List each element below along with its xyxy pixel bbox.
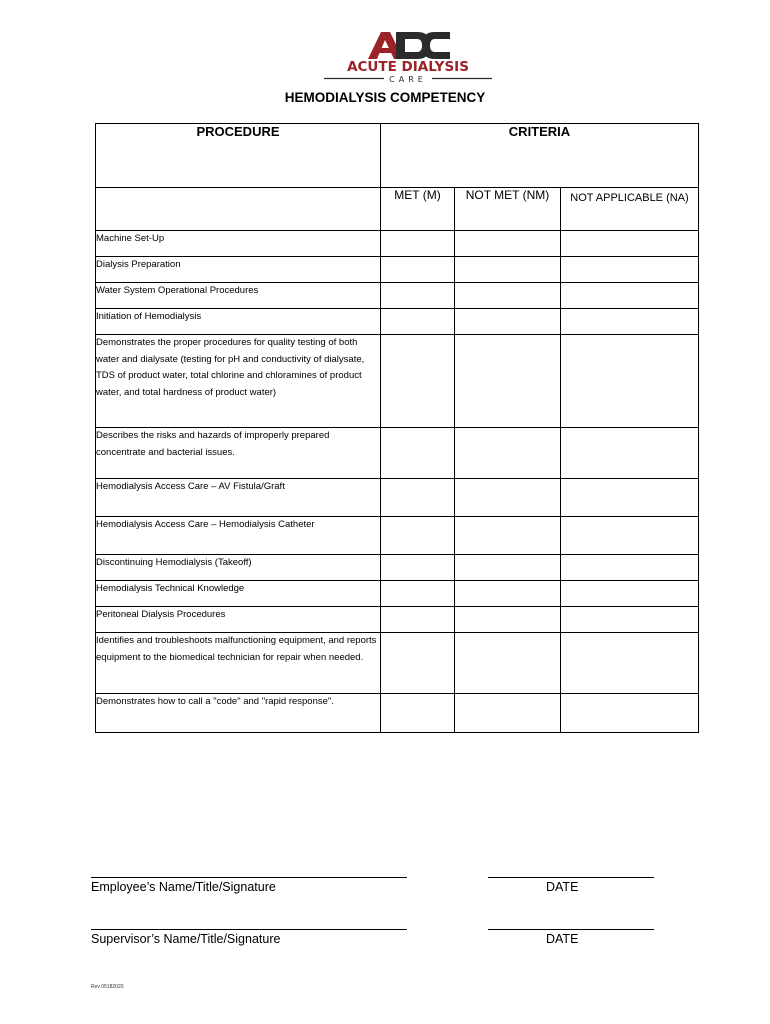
- procedure-row: [96, 479, 699, 517]
- supervisor-date-line[interactable]: [488, 929, 654, 930]
- competency-table: [95, 123, 699, 733]
- not-met-cell[interactable]: [455, 555, 561, 581]
- met-cell[interactable]: [381, 283, 455, 309]
- not-met-cell[interactable]: [455, 257, 561, 283]
- not-met-cell[interactable]: [455, 694, 561, 733]
- not-met-cell[interactable]: [455, 428, 561, 479]
- employee-signature-line[interactable]: [91, 877, 407, 878]
- not-applicable-cell[interactable]: [561, 633, 699, 694]
- employee-date-label: DATE: [546, 880, 579, 894]
- procedure-cell: Discontinuing Hemodialysis (Takeoff): [96, 555, 381, 581]
- supervisor-signature-label: Supervisor’s Name/Title/Signature: [91, 932, 281, 946]
- met-cell[interactable]: [381, 581, 455, 607]
- employee-date-line[interactable]: [488, 877, 654, 878]
- met-cell[interactable]: [381, 335, 455, 428]
- procedure-row: [96, 555, 699, 581]
- procedure-header-spacer: [96, 188, 381, 231]
- not-met-cell[interactable]: [455, 283, 561, 309]
- met-cell[interactable]: [381, 694, 455, 733]
- not-applicable-cell[interactable]: [561, 335, 699, 428]
- procedure-row: [96, 231, 699, 257]
- not-applicable-header: NOT APPLICABLE (NA): [561, 188, 699, 231]
- procedure-cell: Hemodialysis Access Care – Hemodialysis Catheter: [96, 517, 381, 555]
- procedure-row: [96, 633, 699, 694]
- procedure-row: [96, 257, 699, 283]
- met-cell[interactable]: [381, 517, 455, 555]
- not-applicable-cell[interactable]: [561, 607, 699, 633]
- met-cell[interactable]: [381, 231, 455, 257]
- procedure-cell: Describes the risks and hazards of improperly prepared concentrate and bacterial issues.: [96, 428, 381, 479]
- met-cell[interactable]: [381, 257, 455, 283]
- procedure-cell: Initiation of Hemodialysis: [96, 309, 381, 335]
- procedure-cell: Dialysis Preparation: [96, 257, 381, 283]
- page-title: HEMODIALYSIS COMPETENCY: [284, 90, 486, 105]
- procedure-row: [96, 607, 699, 633]
- met-cell[interactable]: [381, 633, 455, 694]
- not-applicable-cell[interactable]: [561, 283, 699, 309]
- logo-name-line1: ACUTE DIALYSIS: [347, 59, 469, 75]
- not-met-cell[interactable]: [455, 479, 561, 517]
- not-met-cell[interactable]: [455, 231, 561, 257]
- met-header: MET (M): [381, 188, 455, 231]
- met-cell[interactable]: [381, 479, 455, 517]
- procedure-row: [96, 581, 699, 607]
- procedure-cell: Peritoneal Dialysis Procedures: [96, 607, 381, 633]
- procedure-cell: Water System Operational Procedures: [96, 283, 381, 309]
- not-applicable-cell[interactable]: [561, 231, 699, 257]
- met-cell[interactable]: [381, 607, 455, 633]
- criteria-header: CRITERIA: [381, 124, 699, 188]
- not-applicable-cell[interactable]: [561, 428, 699, 479]
- not-met-cell[interactable]: [455, 309, 561, 335]
- procedure-row: [96, 283, 699, 309]
- met-cell[interactable]: [381, 555, 455, 581]
- not-applicable-cell[interactable]: [561, 517, 699, 555]
- procedure-cell: Demonstrates the proper procedures for quality testing of both water and dialysate (testing for pH and conductivity of dialysate, TDS of product water, total chlorine and chloramines of product water, and total hardness of product water): [96, 335, 381, 428]
- procedure-row: [96, 335, 699, 428]
- met-cell[interactable]: [381, 309, 455, 335]
- acute-dialysis-care-logo: [318, 28, 498, 84]
- procedure-cell: Identifies and troubleshoots malfunctioning equipment, and reports equipment to the biomedical technician for repair when needed.: [96, 633, 381, 694]
- revision-note: Rev 05182020: [91, 984, 124, 990]
- not-met-header: NOT MET (NM): [455, 188, 561, 231]
- procedure-row: [96, 694, 699, 733]
- not-applicable-cell[interactable]: [561, 309, 699, 335]
- not-applicable-cell[interactable]: [561, 479, 699, 517]
- not-applicable-cell[interactable]: [561, 555, 699, 581]
- not-met-cell[interactable]: [455, 517, 561, 555]
- logo-name-line2: CARE: [389, 75, 427, 84]
- not-met-cell[interactable]: [455, 607, 561, 633]
- procedure-header: PROCEDURE: [96, 124, 381, 188]
- not-applicable-cell[interactable]: [561, 581, 699, 607]
- not-applicable-cell[interactable]: [561, 257, 699, 283]
- not-met-cell[interactable]: [455, 633, 561, 694]
- procedure-cell: Hemodialysis Access Care – AV Fistula/Graft: [96, 479, 381, 517]
- procedure-row: [96, 517, 699, 555]
- procedure-cell: Hemodialysis Technical Knowledge: [96, 581, 381, 607]
- procedure-cell: Machine Set-Up: [96, 231, 381, 257]
- not-met-cell[interactable]: [455, 335, 561, 428]
- not-applicable-cell[interactable]: [561, 694, 699, 733]
- not-met-cell[interactable]: [455, 581, 561, 607]
- supervisor-date-label: DATE: [546, 932, 579, 946]
- procedure-row: [96, 428, 699, 479]
- supervisor-signature-line[interactable]: [91, 929, 407, 930]
- procedure-cell: Demonstrates how to call a "code" and "rapid response".: [96, 694, 381, 733]
- procedure-row: [96, 309, 699, 335]
- employee-signature-label: Employee’s Name/Title/Signature: [91, 880, 276, 894]
- met-cell[interactable]: [381, 428, 455, 479]
